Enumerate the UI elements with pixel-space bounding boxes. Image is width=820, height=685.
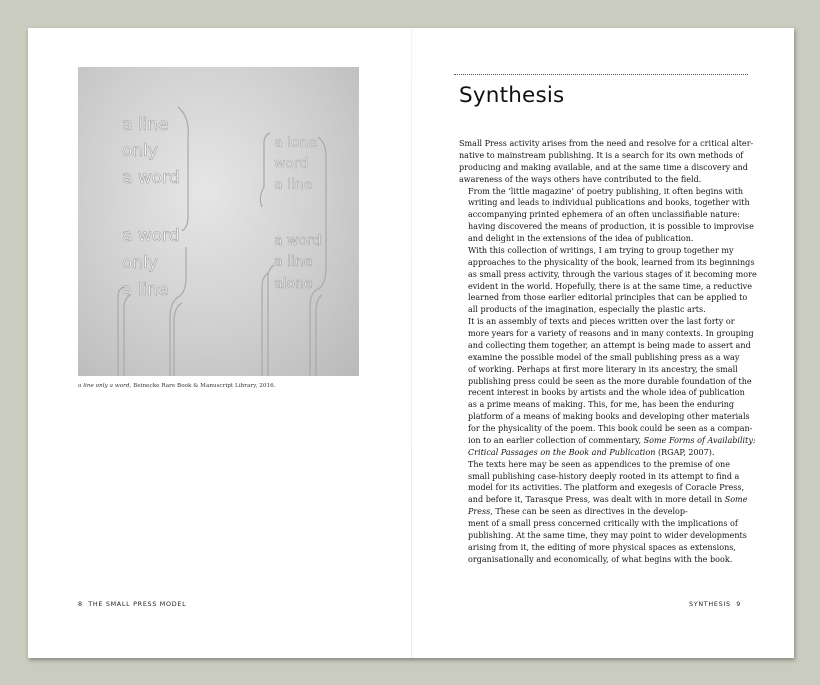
text-line: arising from it, the editing of more physical spaces as extensions,	[468, 542, 736, 552]
text-line: awareness of the ways others have contributed to the field.	[459, 174, 702, 184]
gutter-shadow	[411, 28, 412, 658]
italic-press: Press,	[468, 507, 493, 517]
text-line: ment of a small press concerned critically with the implications of	[468, 519, 738, 528]
neon-right-word-2: a line	[274, 254, 313, 270]
paragraph-2	[459, 186, 754, 245]
neon-sign-photo	[78, 67, 359, 376]
text-line: examine the possible model of the small publishing press as a way	[468, 352, 740, 362]
photo-caption	[78, 383, 368, 389]
neon-right-word-3: alone	[274, 276, 313, 292]
italic-book-subtitle: Critical Passages on the Book and Publication	[468, 447, 656, 457]
text-line: model for its activities. The platform and exegesis of Coracle Press,	[468, 483, 745, 493]
neon-right-word-1: a word	[274, 233, 322, 249]
paragraph-3	[459, 245, 757, 316]
neon-right-blur-3: a line	[274, 177, 313, 193]
caption-title: a line only a word	[78, 383, 130, 389]
folio-right-number: 9	[736, 600, 741, 608]
text-line: From the ‘little magazine’ of poetry publishing, it often begins with	[468, 186, 744, 196]
text-line: small publishing case-history deeply rooted in its attempt to find a	[468, 471, 740, 481]
folio-right	[689, 600, 741, 608]
neon-right-blur-2: word	[274, 156, 309, 172]
paragraph-5	[459, 459, 749, 566]
text-line: for the physicality of the poem. This book could be seen as a compan-	[468, 424, 753, 433]
text-line	[459, 447, 749, 459]
text-run: (RGAP, 2007).	[657, 447, 715, 457]
neon-left-word-4: a word	[122, 226, 180, 246]
neon-sign-illustration	[78, 67, 359, 376]
folio-right-title: SYNTHESIS	[688, 600, 731, 608]
text-line: publishing press could be seen as the more durable foundation of the	[468, 376, 752, 386]
text-run: and before it, Tarasque Press, was dealt with in more detail in	[468, 495, 723, 505]
text-line: and collecting them together, an attempt is being made to assert and	[468, 340, 751, 350]
text-line	[459, 506, 749, 518]
neon-left-word-5: only	[122, 253, 158, 273]
text-line	[459, 435, 756, 447]
paragraph-1	[459, 138, 754, 186]
chapter-title: Synthesis	[459, 83, 565, 108]
text-line: publishing. At the same time, they may point to wider developments	[468, 530, 747, 540]
text-line: It is an assembly of texts and pieces written over the last forty or	[468, 317, 735, 327]
italic-book-title: Some Forms of Availability:	[643, 435, 756, 445]
text-line: Small Press activity arises from the need and resolve for a critical alter-	[459, 139, 754, 148]
text-line: recent interest in books by artists and the whole idea of publication	[468, 388, 745, 398]
text-line: organisationally and economically, of what begins with the book.	[468, 554, 733, 564]
neon-left-word-3: a word	[122, 168, 180, 188]
caption-rest: , Beinecke Rare Book & Manuscript Library, 2016.	[129, 383, 276, 389]
neon-right-blur-1: a lone	[274, 135, 317, 151]
paragraph-4	[459, 316, 756, 459]
text-line: all products of the imagination, especially the plastic arts.	[468, 305, 706, 315]
text-line: more years for a variety of reasons and in many contexts. In grouping	[468, 329, 754, 338]
text-line: With this collection of writings, I am trying to group together my	[468, 245, 734, 255]
text-line: and delight in the extensions of the idea of publication.	[468, 234, 694, 243]
text-line: of working. Perhaps at first more literary in its ancestry, the small	[468, 364, 738, 374]
folio-left	[78, 600, 186, 608]
text-run: These can be seen as directives in the develop-	[495, 507, 688, 517]
text-line	[459, 494, 749, 506]
text-line: approaches to the physicality of the book, learned from its beginnings	[468, 257, 755, 267]
text-line: producing and making available, and at the same time a discovery and	[459, 162, 748, 172]
text-line: as small press activity, through the various stages of it becoming more	[468, 269, 757, 279]
text-line: as a prime means of making. This, for me, has been the enduring	[468, 400, 735, 410]
book-spread	[28, 28, 794, 658]
neon-left-word-1: a line	[122, 115, 169, 135]
italic-some: Some	[724, 495, 748, 505]
text-line: platform of a means of making books and developing other materials	[468, 412, 750, 422]
text-line: having discovered the means of production, it is possible to improvise	[468, 222, 754, 232]
text-line: learned from those earlier editorial principles that can be applied to	[468, 293, 748, 303]
body-text	[459, 138, 757, 566]
text-run: ion to an earlier collection of commentary,	[468, 435, 642, 445]
text-line: The texts here may be seen as appendices to the premise of one	[468, 459, 730, 469]
folio-left-title: THE SMALL PRESS MODEL	[88, 600, 187, 608]
chapter-rule	[454, 74, 748, 75]
neon-left-word-2: only	[122, 141, 158, 161]
neon-left-word-6: a line	[122, 280, 169, 300]
text-line: writing and leads to individual publications and books, together with	[468, 198, 750, 208]
folio-left-number: 8	[78, 600, 83, 608]
text-line: accompanying printed ephemera of an often unclassifiable nature:	[468, 210, 740, 220]
text-line: evident in the world. Hopefully, there is at the same time, a reductive	[468, 281, 752, 291]
text-line: native to mainstream publishing. It is a search for its own methods of	[459, 150, 744, 160]
